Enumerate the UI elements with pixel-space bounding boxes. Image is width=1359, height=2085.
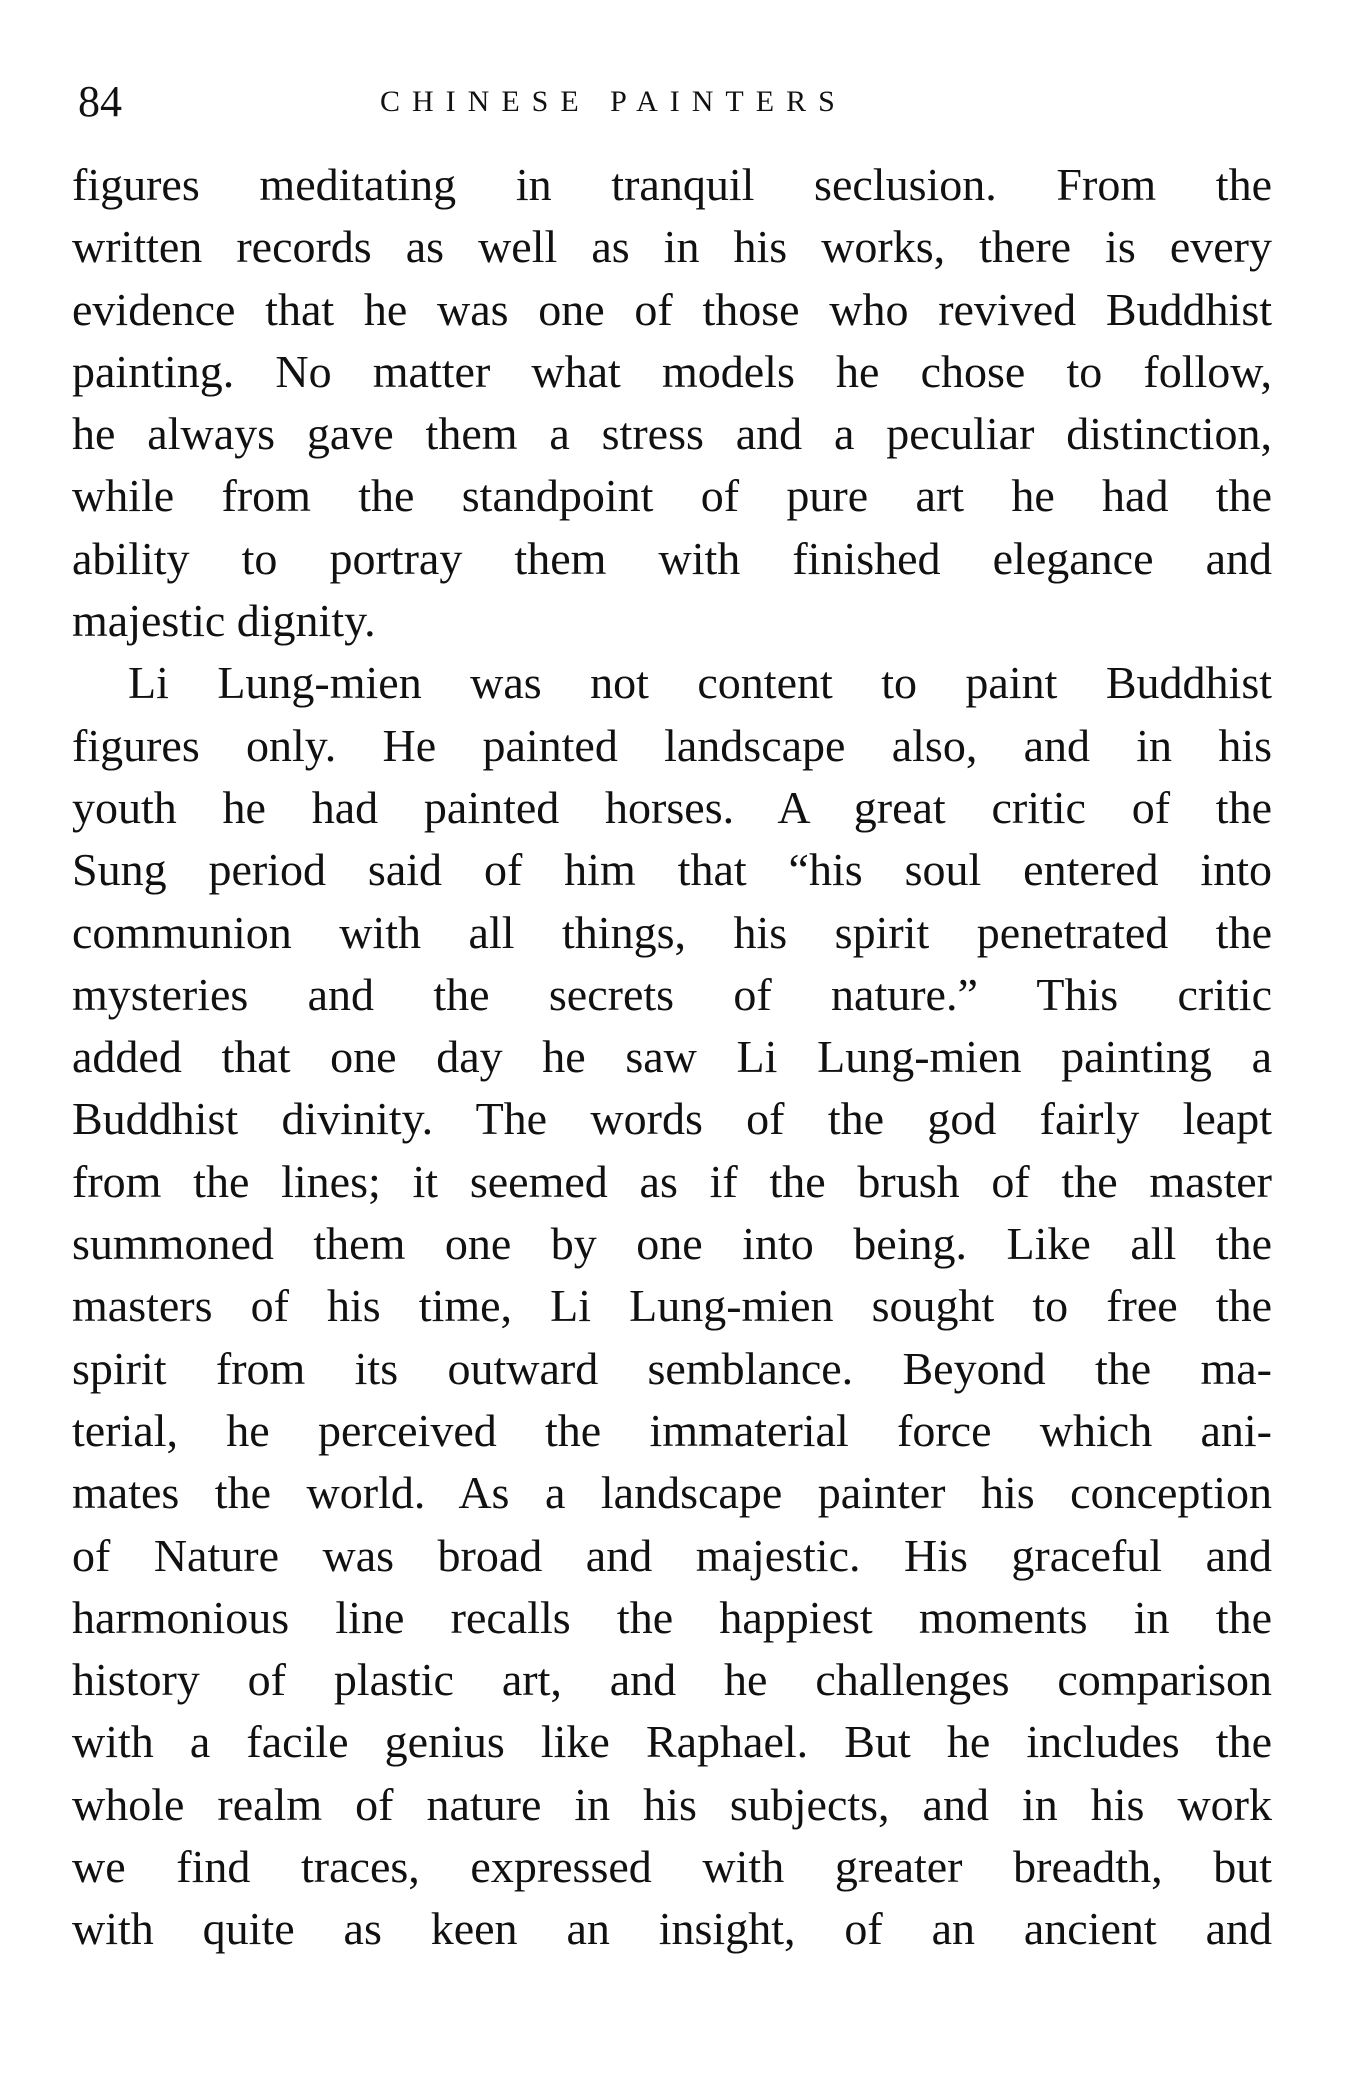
text-line: written records as well as in his works, there is every	[72, 221, 1272, 273]
text-line: mates the world. As a landscape painter his conception	[72, 1467, 1272, 1519]
text-line: harmonious line recalls the happiest moments in the	[72, 1591, 1272, 1643]
text-line: while from the standpoint of pure art he had the	[72, 470, 1272, 522]
text-line: spirit from its outward semblance. Beyond the ma-	[72, 1342, 1272, 1394]
text-line: mysteries and the secrets of nature.” This critic	[72, 968, 1272, 1020]
text-line: whole realm of nature in his subjects, and in his work	[72, 1778, 1272, 1830]
body-text	[72, 154, 1272, 1961]
text-line: majestic dignity.	[72, 595, 376, 647]
text-line: with quite as keen an insight, of an ancient and	[72, 1903, 1272, 1955]
text-line: from the lines; it seemed as if the brush of the master	[72, 1155, 1272, 1207]
text-line: evidence that he was one of those who revived Buddhist	[72, 283, 1272, 335]
text-line: youth he had painted horses. A great critic of the	[72, 781, 1272, 833]
text-line: communion with all things, his spirit penetrated the	[72, 906, 1272, 958]
text-line: Li Lung-mien was not content to paint Buddhist	[128, 657, 1272, 709]
text-line: figures only. He painted landscape also, and in his	[72, 719, 1272, 771]
text-line: ability to portray them with finished elegance and	[72, 532, 1272, 584]
page-number: 84	[78, 77, 122, 126]
text-line: terial, he perceived the immaterial force which ani-	[72, 1404, 1272, 1456]
text-line: Buddhist divinity. The words of the god fairly leapt	[72, 1093, 1272, 1145]
running-title: CHINESE PAINTERS	[380, 85, 847, 118]
text-line: painting. No matter what models he chose to follow,	[72, 345, 1272, 397]
text-line: history of plastic art, and he challenges comparison	[72, 1654, 1272, 1706]
text-line: with a facile genius like Raphael. But he includes the	[72, 1716, 1272, 1768]
text-line: added that one day he saw Li Lung-mien painting a	[72, 1031, 1272, 1083]
text-line: masters of his time, Li Lung-mien sought to free the	[72, 1280, 1272, 1332]
page-header	[78, 72, 1268, 132]
text-line: he always gave them a stress and a peculiar distinction,	[72, 408, 1272, 460]
text-line: we find traces, expressed with greater breadth, but	[72, 1841, 1272, 1893]
text-line: summoned them one by one into being. Like all the	[72, 1218, 1272, 1270]
text-line: Sung period said of him that “his soul entered into	[72, 844, 1272, 896]
text-line: figures meditating in tranquil seclusion. From the	[72, 159, 1272, 210]
text-line: of Nature was broad and majestic. His graceful and	[72, 1529, 1272, 1581]
